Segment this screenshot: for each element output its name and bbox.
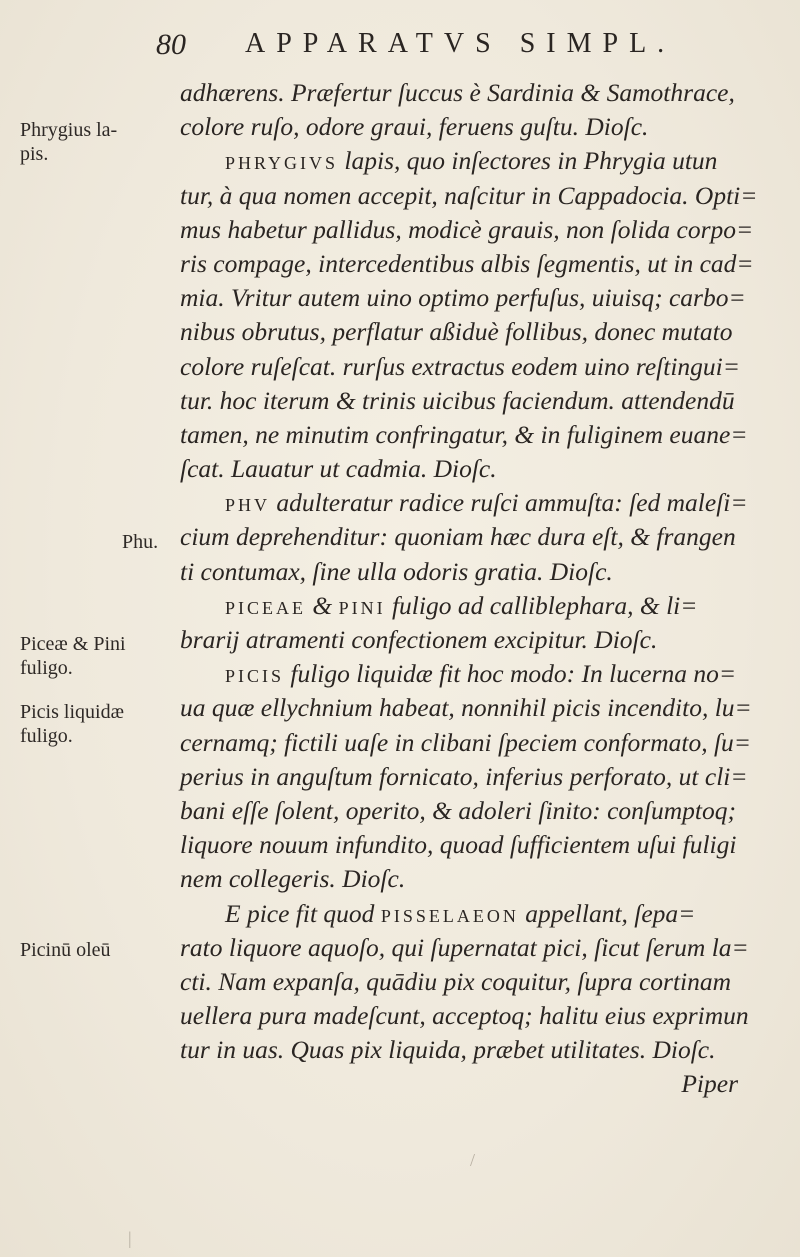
text-line xyxy=(180,486,790,520)
text-line xyxy=(180,589,790,623)
small-caps-word: PISSELAEON xyxy=(380,905,519,926)
margin-note-line: Picis liquidæ xyxy=(20,701,124,723)
ampersand: & xyxy=(312,590,333,620)
text-line: tur. hoc iterum & trinis uicibus faciendum. attendendū xyxy=(180,385,735,415)
margin-note-line: Picinū oleū xyxy=(20,939,111,961)
text-line: rato liquore aquoſo, qui ſupernatat pici, ſicut ſerum la= xyxy=(180,932,749,962)
margin-note-picinum-oleum xyxy=(20,938,111,962)
margin-note-line: Phrygius la- xyxy=(20,119,118,141)
text-line: cernamq; fictili uaſe in clibani ſpeciem conformato, ſu= xyxy=(180,727,752,757)
text-line xyxy=(180,897,790,931)
text-fragment: pice fit quod xyxy=(246,898,375,928)
text-line: uellera pura madeſcunt, acceptoq; halitu eius exprimun xyxy=(180,1001,749,1031)
text-line: cti. Nam expanſa, quādiu pix coquitur, ſupra cortinam xyxy=(180,966,732,996)
margin-note-line: Phu. xyxy=(122,531,159,553)
margin-note-picis-liquidae xyxy=(20,700,124,748)
small-caps-word: PHRYGIVS xyxy=(225,153,339,174)
faint-stroke-mark: / xyxy=(470,1150,476,1170)
text-fragment: appellant, ſepa= xyxy=(525,898,696,928)
margin-note-line: Piceæ & Pini xyxy=(20,633,126,655)
text-line: tamen, ne minutim confringatur, & in fuliginem euane= xyxy=(180,419,748,449)
text-line: liquore nouum infundito, quoad ſufficientem uſui fuligi xyxy=(180,830,737,860)
text-line: adhærens. Præfertur ſuccus è Sardinia & Samothrace, xyxy=(180,78,735,107)
text-line: ſcat. Lauatur ut cadmia. Dioſc. xyxy=(180,454,497,484)
running-title: APPARATVS SIMPL. xyxy=(245,28,676,59)
text-fragment: lapis, quo inſectores in Phrygia utun xyxy=(344,146,718,176)
page-number: 80 xyxy=(156,28,186,61)
margin-note-phu xyxy=(122,530,158,554)
small-caps-word: PHV xyxy=(225,495,271,516)
text-fragment: fuligo liquidæ fit hoc modo: In lucerna no= xyxy=(290,659,737,689)
margin-note-line: fuligo. xyxy=(20,657,73,679)
text-line: perius in anguſtum fornicato, inferius perforato, ut cli= xyxy=(180,761,748,791)
faint-stroke-mark: | xyxy=(128,1228,132,1248)
margin-note-piceae-pini xyxy=(20,632,126,680)
text-line: tur in uas. Quas pix liquida, præbet utilitates. Dioſc. xyxy=(180,1035,716,1065)
text-line: bani eſſe ſolent, operito, & adoleri ſinito: conſumptoq; xyxy=(180,795,736,825)
text-line: tur, à qua nomen accepit, naſcitur in Cappadocia. Opti= xyxy=(180,180,758,210)
text-line: colore ruſeſcat. rurſus extractus eodem uino reſtingui= xyxy=(180,351,740,381)
text-line xyxy=(180,144,790,178)
text-line: nem collegeris. Dioſc. xyxy=(180,864,406,894)
initial-letter: E xyxy=(225,898,241,928)
margin-note-phrygius xyxy=(20,118,117,166)
text-line: mia. Vritur autem uino optimo perfuſus, uiuisq; carbo= xyxy=(180,283,746,313)
margin-note-line: fuligo. xyxy=(20,725,73,747)
small-caps-word: PICEAE xyxy=(225,597,306,618)
text-line: ris compage, intercedentibus albis ſegmentis, ut in cad= xyxy=(180,248,754,278)
text-line: nibus obrutus, perflatur aßiduè follibus, donec mutato xyxy=(180,317,733,347)
text-line: ti contumax, ſine ulla odoris gratia. Dioſc. xyxy=(180,556,613,586)
text-line: mus habetur pallidus, modicè grauis, non ſolida corpo= xyxy=(180,214,754,244)
text-fragment: fuligo ad calliblephara, & li= xyxy=(391,590,698,620)
page-header xyxy=(150,28,790,68)
text-line: colore ruſo, odore graui, feruens guſtu. Dioſc. xyxy=(180,112,649,142)
body-text xyxy=(180,76,790,1102)
text-fragment: adulteratur radice ruſci ammuſta: ſed maleſi= xyxy=(276,488,748,518)
text-line: brarij atramenti confectionem excipitur. Dioſc. xyxy=(180,625,658,654)
small-caps-word: PINI xyxy=(338,597,386,618)
catchword: Piper xyxy=(681,1069,738,1099)
small-caps-word: PICIS xyxy=(225,666,285,687)
text-line xyxy=(180,657,790,691)
text-line: cium deprehenditur: quoniam hæc dura eſt, & frangen xyxy=(180,522,736,552)
margin-note-line: pis. xyxy=(20,143,49,165)
text-line: ua quæ ellychnium habeat, nonnihil picis incendito, lu= xyxy=(180,693,752,723)
